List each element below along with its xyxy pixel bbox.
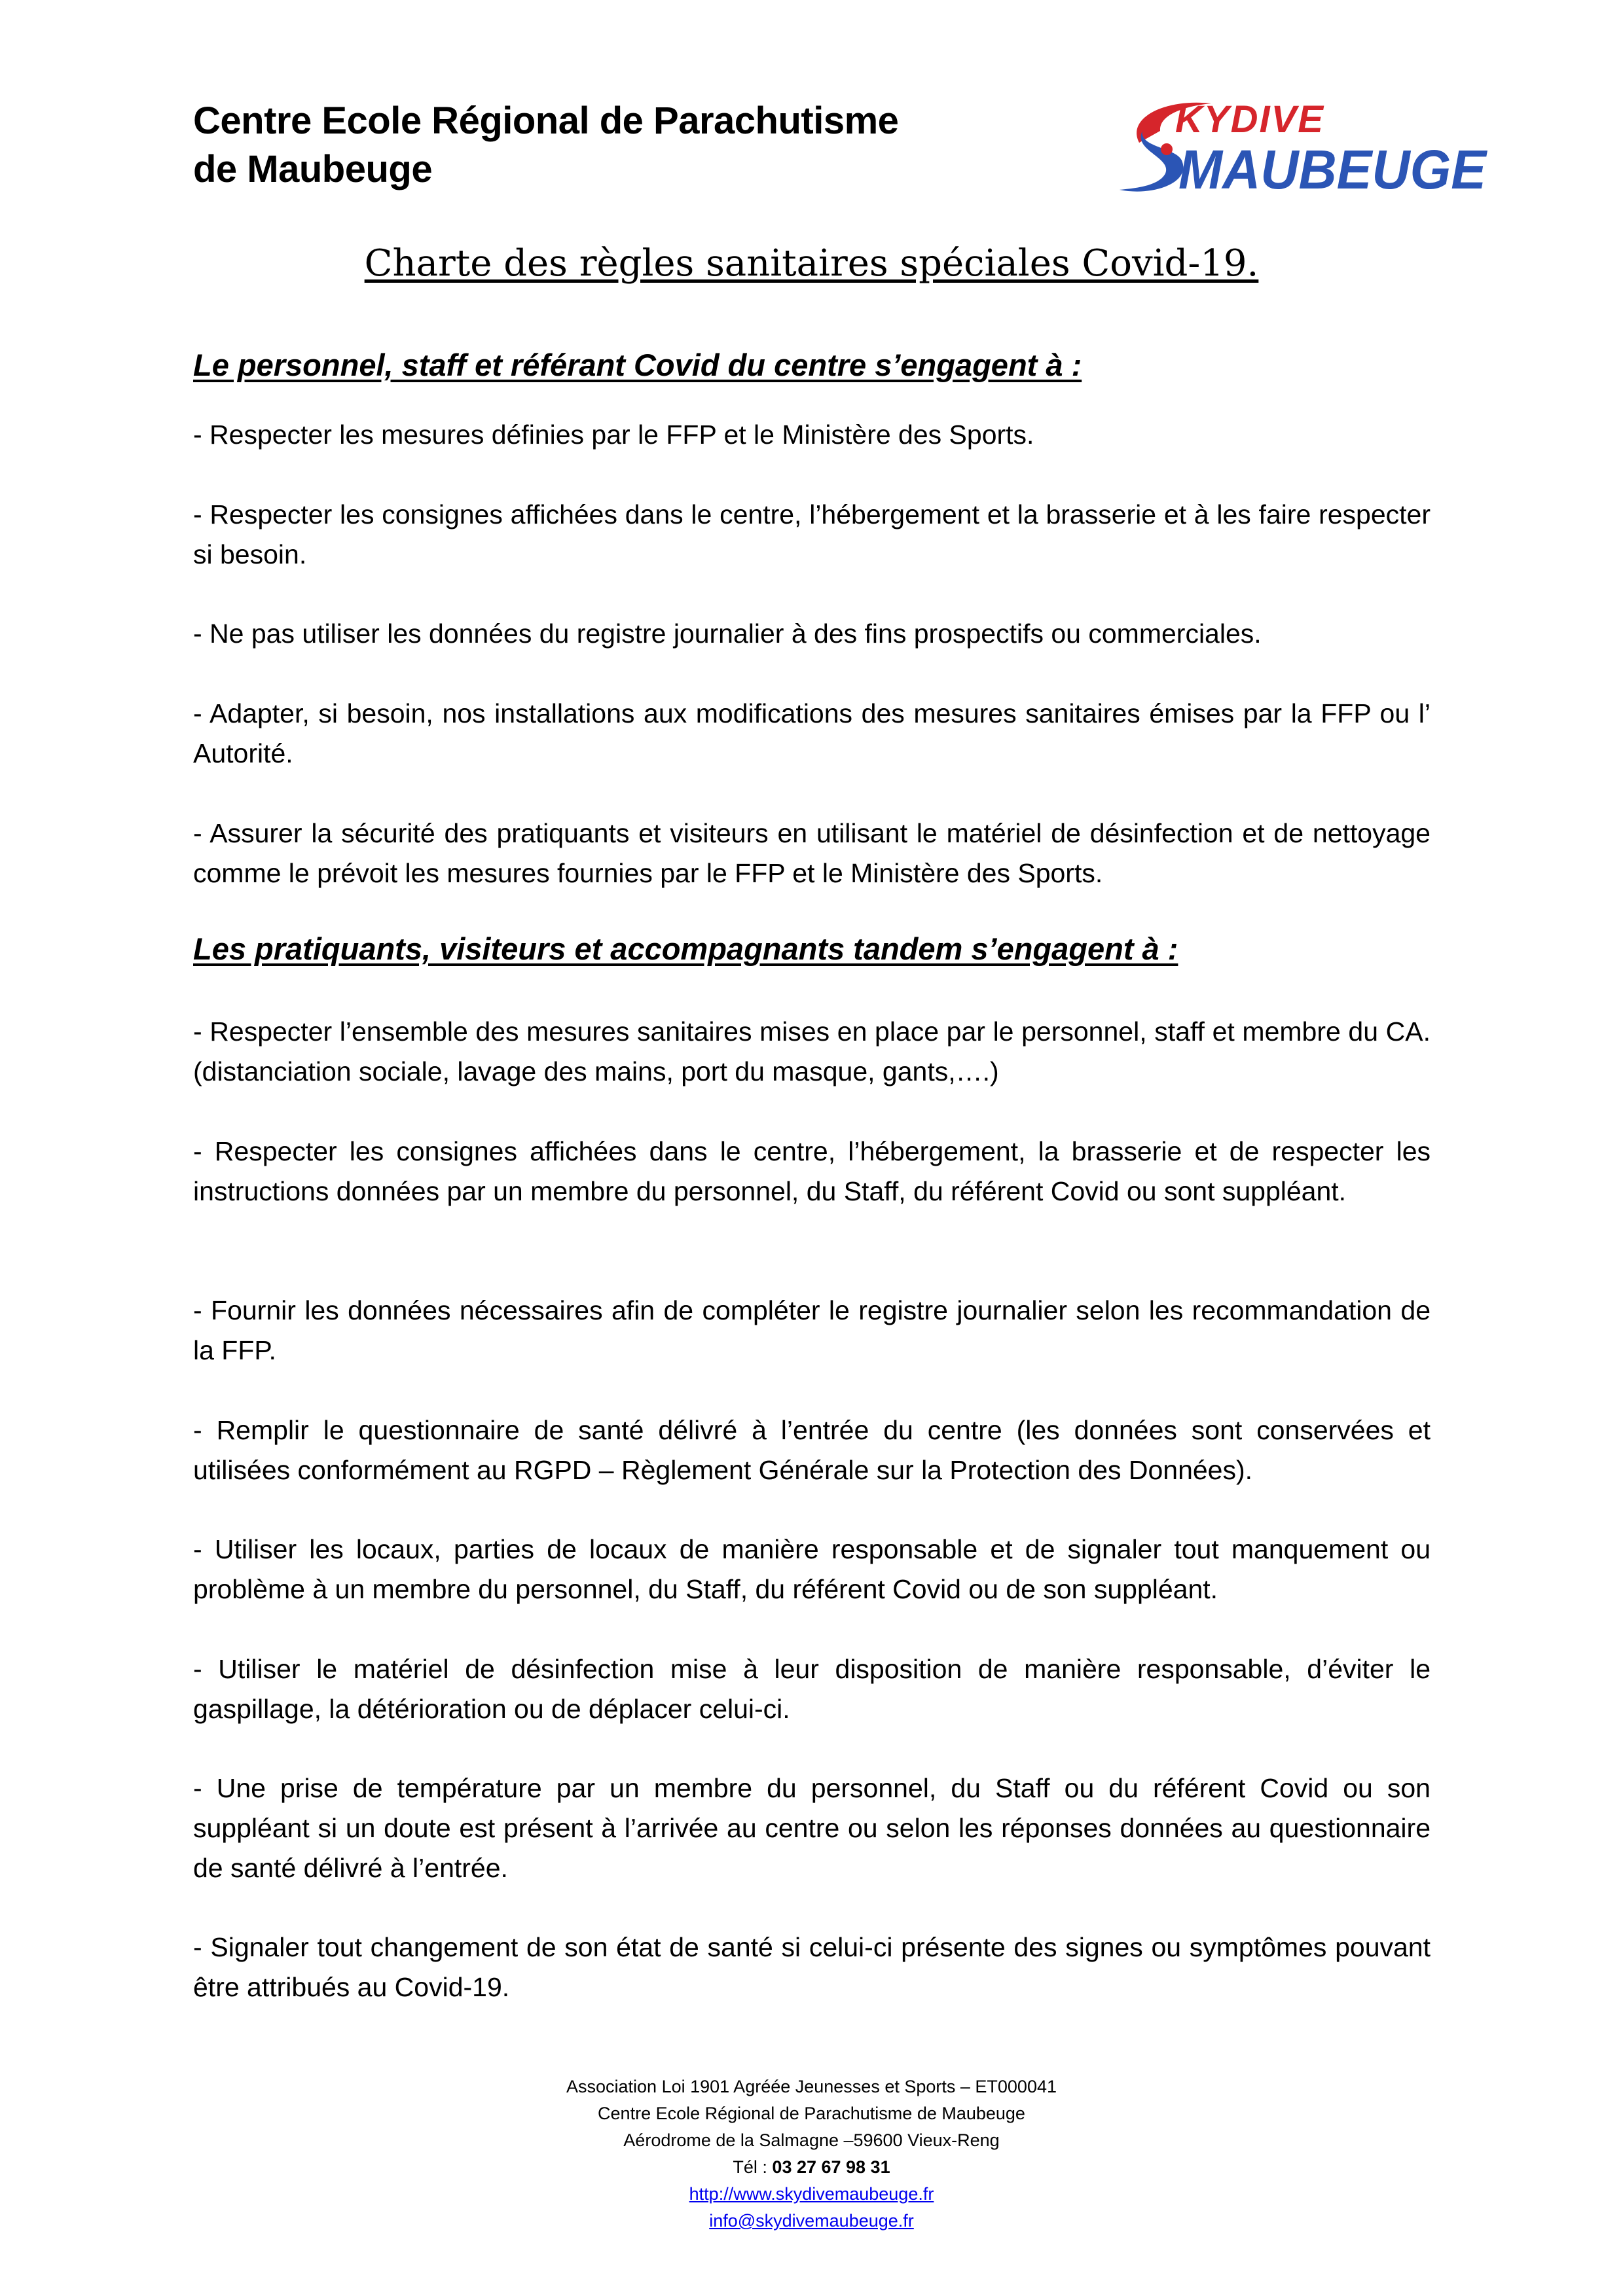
footer-phone-number: 03 27 67 98 31	[772, 2157, 890, 2177]
logo-text-bottom: MAUBEUGE	[1178, 139, 1488, 200]
footer-association: Association Loi 1901 Agréée Jeunesses et Sports – ET000041	[566, 2077, 1057, 2096]
footer	[0, 2073, 1623, 2234]
skydive-maubeuge-logo	[1113, 92, 1493, 200]
staff-commitment-item: - Ne pas utiliser les données du registre journalier à des fins prospectifs ou commerciales.	[193, 619, 1262, 649]
staff-commitment-item: - Adapter, si besoin, nos installations aux modifications des mesures sanitaires émises par la FFP ou l’ Autorité.	[193, 698, 1431, 768]
footer-email-link[interactable]: info@skydivemaubeuge.fr	[709, 2211, 914, 2231]
practitioner-commitment-item: - Respecter l’ensemble des mesures sanitaires mises en place par le personnel, staff et membre du CA. (distanciation sociale, lavage des mains, port du masque, gants,….)	[193, 1016, 1431, 1086]
section-heading-staff: Le personnel, staff et référant Covid du centre s’engagent à :	[193, 348, 1082, 382]
logo-text-top: KYDIVE	[1175, 98, 1324, 141]
organization-name	[193, 97, 898, 194]
staff-commitment-item: - Respecter les consignes affichées dans le centre, l’hébergement et la brasserie et à les faire respecter si besoin.	[193, 499, 1431, 569]
staff-commitment-item: - Assurer la sécurité des pratiquants et visiteurs en utilisant le matériel de désinfection et de nettoyage comme le prévoit les mesures fournies par le FFP et le Ministère des Sports.	[193, 818, 1431, 888]
logo-skydiver-icon	[1161, 143, 1173, 155]
practitioner-commitment-item: - Signaler tout changement de son état de santé si celui-ci présente des signes ou symptômes pouvant être attribués au Covid-19.	[193, 1932, 1431, 2002]
logo-swoosh-blue	[1120, 131, 1183, 192]
footer-address: Aérodrome de la Salmagne –59600 Vieux-Reng	[623, 2130, 1000, 2150]
document-title: Charte des règles sanitaires spéciales Covid-19.	[364, 242, 1259, 285]
footer-center-name: Centre Ecole Régional de Parachutisme de Maubeuge	[598, 2104, 1025, 2123]
practitioner-commitment-item: - Une prise de température par un membre du personnel, du Staff ou du référent Covid ou son suppléant si un doute est présent à l’arrivée au centre ou selon les réponses données au questionnaire de santé délivré à l’entrée.	[193, 1773, 1431, 1883]
practitioner-commitment-item: - Utiliser les locaux, parties de locaux de manière responsable et de signaler tout manquement ou problème à un membre du personnel, du Staff, du référent Covid ou de son suppléant.	[193, 1534, 1431, 1604]
staff-commitment-item: - Respecter les mesures définies par le FFP et le Ministère des Sports.	[193, 420, 1034, 450]
footer-website-link[interactable]: http://www.skydivemaubeuge.fr	[689, 2184, 934, 2204]
practitioner-commitment-item: - Fournir les données nécessaires afin de compléter le registre journalier selon les recommandation de la FFP.	[193, 1295, 1431, 1365]
footer-phone	[0, 2154, 1623, 2181]
practitioner-commitment-item: - Remplir le questionnaire de santé délivré à l’entrée du centre (les données sont conservées et utilisées conformément au RGPD – Règlement Générale sur la Protection des Données).	[193, 1415, 1431, 1485]
practitioner-commitment-item: - Utiliser le matériel de désinfection mise à leur disposition de manière responsable, d’éviter le gaspillage, la détérioration ou de déplacer celui-ci.	[193, 1654, 1431, 1724]
organization-name-line2: de Maubeuge	[193, 148, 433, 190]
organization-name-line1: Centre Ecole Régional de Parachutisme	[193, 99, 899, 142]
practitioner-commitment-item: - Respecter les consignes affichées dans le centre, l’hébergement, la brasserie et de respecter les instructions données par un membre du personnel, du Staff, du référent Covid ou sont suppléant.	[193, 1136, 1431, 1206]
section-heading-practitioners: Les pratiquants, visiteurs et accompagnants tandem s’engagent à :	[193, 931, 1178, 966]
footer-phone-label: Tél :	[733, 2157, 773, 2177]
